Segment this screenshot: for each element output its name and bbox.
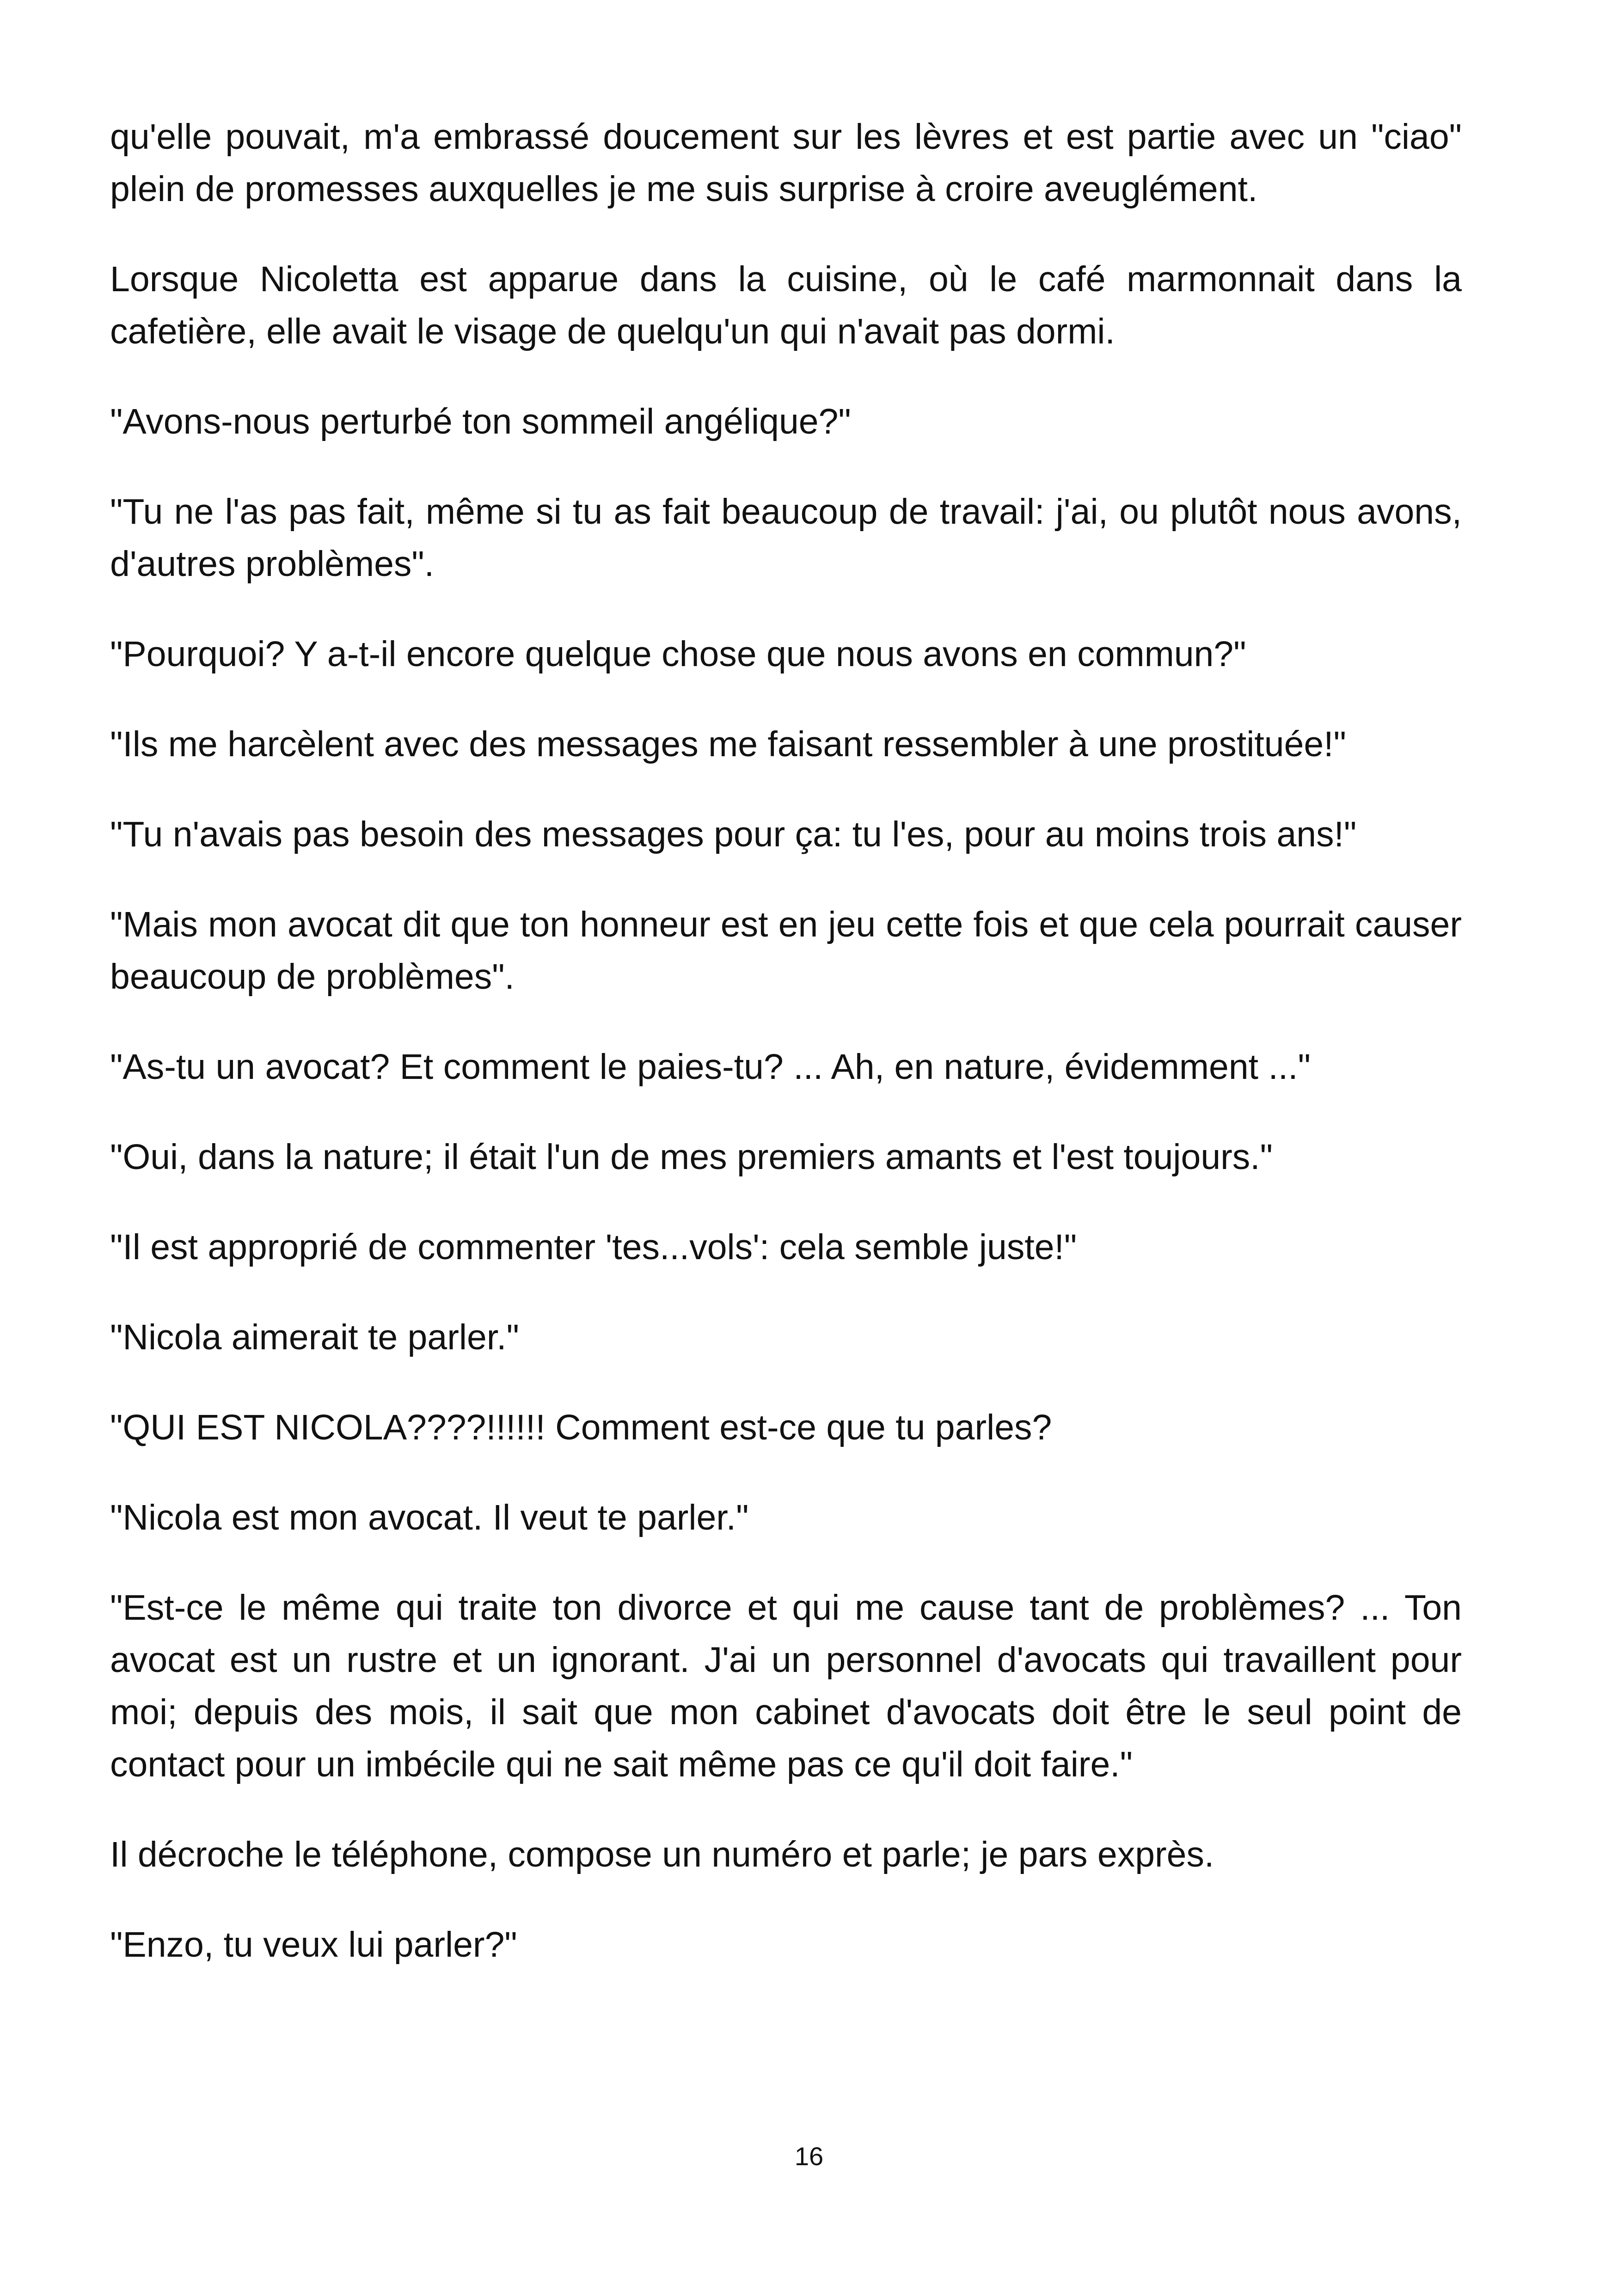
page-number: 16 bbox=[794, 2142, 824, 2171]
paragraph: "Mais mon avocat dit que ton honneur est en jeu cette fois et que cela pourrait causer beaucoup de problèmes". bbox=[110, 905, 1462, 997]
paragraph: "Pourquoi? Y a-t-il encore quelque chose que nous avons en commun?" bbox=[110, 634, 1246, 674]
paragraph: qu'elle pouvait, m'a embrassé doucement sur les lèvres et est partie avec un "ciao" plein de promesses auxquelles je me suis surprise à croire aveuglément. bbox=[110, 117, 1462, 209]
paragraph: "Avons-nous perturbé ton sommeil angélique?" bbox=[110, 402, 851, 441]
paragraph: "Tu ne l'as pas fait, même si tu as fait beaucoup de travail: j'ai, ou plutôt nous avons, d'autres problèmes". bbox=[110, 492, 1462, 584]
paragraph: "Il est approprié de commenter 'tes...vols': cela semble juste!" bbox=[110, 1227, 1077, 1267]
body-text bbox=[110, 111, 1462, 2009]
paragraph: Il décroche le téléphone, compose un numéro et parle; je pars exprès. bbox=[110, 1835, 1214, 1874]
paragraph: "Tu n'avais pas besoin des messages pour ça: tu l'es, pour au moins trois ans!" bbox=[110, 814, 1357, 854]
paragraph: "Enzo, tu veux lui parler?" bbox=[110, 1925, 517, 1965]
paragraph: "Nicola est mon avocat. Il veut te parler." bbox=[110, 1498, 749, 1537]
paragraph: "Est-ce le même qui traite ton divorce et qui me cause tant de problèmes? ... Ton avocat est un rustre et un ignorant. J'ai un personnel d'avocats qui travaillent pour moi; depuis des mois, il sait que mon cabinet d'avocats doit être le seul point de contact pour un imbécile qui ne sait même pas ce qu'il doit faire." bbox=[110, 1588, 1462, 1784]
paragraph: "Oui, dans la nature; il était l'un de mes premiers amants et l'est toujours." bbox=[110, 1137, 1273, 1177]
paragraph: "Nicola aimerait te parler." bbox=[110, 1317, 519, 1357]
paragraph: "QUI EST NICOLA????!!!!!! Comment est-ce que tu parles? bbox=[110, 1408, 1052, 1447]
paragraph: Lorsque Nicoletta est apparue dans la cuisine, où le café marmonnait dans la cafetière, elle avait le visage de quelqu'un qui n'avait pas dormi. bbox=[110, 259, 1462, 351]
paragraph: "Ils me harcèlent avec des messages me faisant ressembler à une prostituée!" bbox=[110, 724, 1346, 764]
paragraph: "As-tu un avocat? Et comment le paies-tu? ... Ah, en nature, évidemment ..." bbox=[110, 1047, 1311, 1087]
